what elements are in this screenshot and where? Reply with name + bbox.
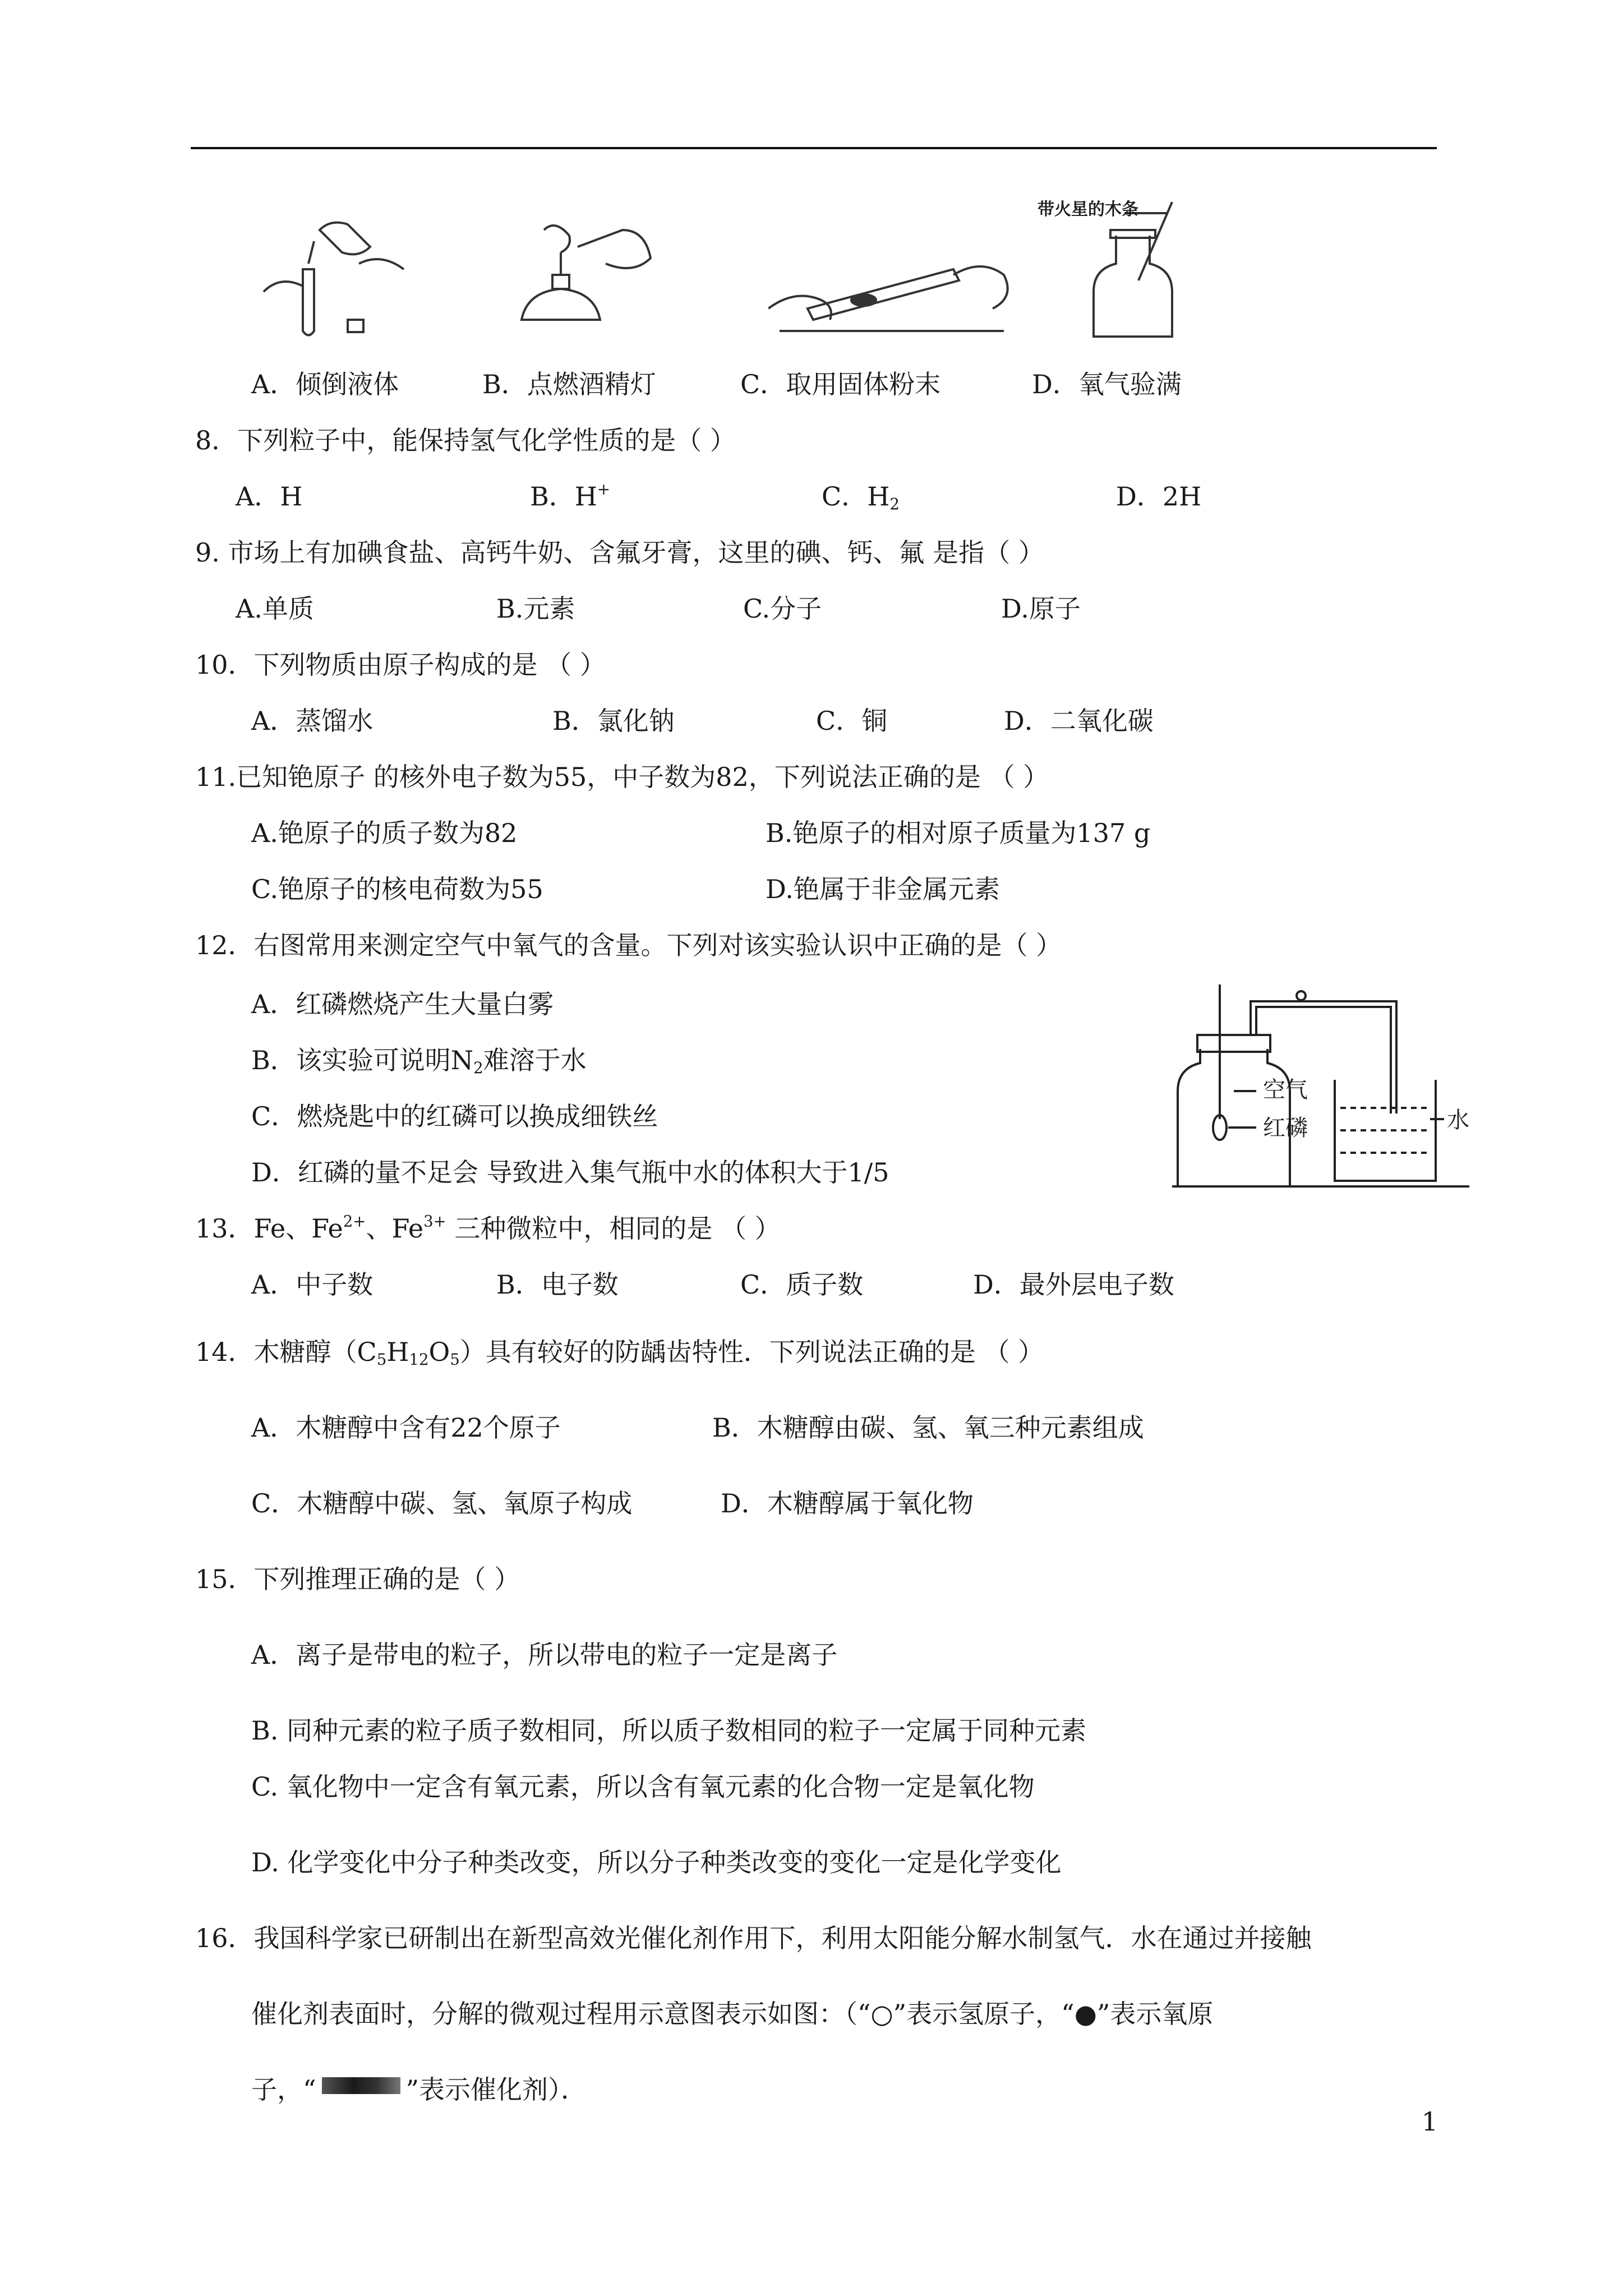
q12-stem: 12．右图常用来测定空气中氧气的含量。下列对该实验认识中正确的是（ ） xyxy=(195,930,1062,960)
q8-option-b: B．H+ xyxy=(530,480,611,512)
q11-option-b: B.铯原子的相对原子质量为137 g xyxy=(766,818,1151,848)
apparatus-label-phosphorus: 红磷 xyxy=(1263,1115,1308,1141)
q14-option-d: D．木糖醇属于氧化物 xyxy=(721,1488,974,1519)
figure-light-alcohol-lamp xyxy=(494,208,662,342)
q10-stem: 10．下列物质由原子构成的是 （ ） xyxy=(195,650,606,680)
catalyst-symbol xyxy=(322,2077,400,2094)
q12-option-d: D．红磷的量不足会 导致进入集气瓶中水的体积大于1/5 xyxy=(251,1157,889,1188)
q10-option-b: B．氯化钠 xyxy=(552,706,675,736)
q12-option-b: B．该实验可说明$N_2$难溶于水 xyxy=(251,1045,587,1077)
q8-stem: 8．下列粒子中，能保持氢气化学性质的是（ ） xyxy=(195,425,736,455)
q12-option-a: A．红磷燃烧产生大量白雾 xyxy=(251,989,554,1019)
q13-option-a: A．中子数 xyxy=(251,1269,374,1300)
q10-option-a: A．蒸馏水 xyxy=(251,706,374,736)
q9-option-c: C.分子 xyxy=(743,593,822,624)
page-number: 1 xyxy=(1421,2106,1438,2137)
q15-option-d: D. 化学变化中分子种类改变，所以分子种类改变的变化一定是化学变化 xyxy=(251,1847,1062,1878)
figure-take-solid-powder xyxy=(768,236,1015,348)
q10-option-c: C．铜 xyxy=(816,706,888,736)
q13-option-d: D．最外层电子数 xyxy=(973,1269,1174,1300)
figure-oxygen-content-apparatus xyxy=(1166,979,1481,1192)
pour-liquid-illustration xyxy=(247,208,415,342)
q9-stem: 9. 市场上有加碘食盐、高钙牛奶、含氟牙膏，这里的碘、钙、氟 是指（ ） xyxy=(195,537,1044,568)
q8-option-c: C．$H_2$ xyxy=(822,481,900,513)
q11-option-a: A.铯原子的质子数为82 xyxy=(251,818,518,848)
q16-line-3: 子，“ ”表示催化剂）． xyxy=(251,2074,587,2105)
q9-option-b: B.元素 xyxy=(496,593,575,624)
q9-option-a: A.单质 xyxy=(236,593,314,624)
q11-option-c: C.铯原子的核电荷数为55 xyxy=(251,874,543,904)
q11-stem: 11.已知铯原子 的核外电子数为55，中子数为82，下列说法正确的是 （ ） xyxy=(195,762,1049,792)
q8-option-a: A．H xyxy=(236,481,303,512)
q7-option-a: A．倾倒液体 xyxy=(251,369,399,399)
q7-option-c: C．取用固体粉末 xyxy=(740,369,941,399)
q13-stem: 13．Fe、$Fe^{2+}$、$Fe^{3+}$ 三种微粒中，相同的是 （ ） xyxy=(195,1212,781,1244)
q15-stem: 15．下列推理正确的是（ ） xyxy=(195,1564,520,1594)
apparatus-label-air: 空气 xyxy=(1263,1077,1308,1103)
q14-option-a: A．木糖醇中含有22个原子 xyxy=(251,1412,561,1443)
figure-label-glowing-splint: 带火星的木条 xyxy=(1038,200,1138,219)
q7-option-d: D．氧气验满 xyxy=(1032,369,1182,399)
q13-option-c: C．质子数 xyxy=(740,1269,864,1300)
q13-option-b: B．电子数 xyxy=(496,1269,619,1300)
q11-option-d: D.铯属于非金属元素 xyxy=(766,874,1000,904)
apparatus-illustration xyxy=(1166,979,1481,1192)
q16-line-2: 催化剂表面时，分解的微观过程用示意图表示如图：（“○”表示氢原子，“●”表示氧原 xyxy=(251,1999,1214,2029)
q7-option-b: B．点燃酒精灯 xyxy=(482,369,656,399)
q15-option-c: C. 氧化物中一定含有氧元素，所以含有氧元素的化合物一定是氧化物 xyxy=(251,1772,1035,1802)
header-rule xyxy=(191,147,1437,149)
q15-option-a: A．离子是带电的粒子，所以带电的粒子一定是离子 xyxy=(251,1640,838,1670)
q14-option-b: B．木糖醇由碳、氢、氧三种元素组成 xyxy=(712,1412,1144,1443)
alcohol-lamp-illustration xyxy=(494,208,662,342)
q10-option-d: D．二氧化碳 xyxy=(1004,706,1154,736)
q8-option-d: D．2H xyxy=(1116,481,1202,512)
q14-stem: 14．木糖醇$(C_5H_{12}O_5)$具有较好的防龋齿特性．下列说法正确的是 （ ） xyxy=(195,1337,1044,1369)
figure-oxygen-full-test xyxy=(1026,196,1206,342)
q14-option-c: C．木糖醇中碳、氢、氧原子构成 xyxy=(251,1488,633,1519)
apparatus-label-water: 水 xyxy=(1447,1107,1469,1133)
q12-option-c: C．燃烧匙中的红磷可以换成细铁丝 xyxy=(251,1101,658,1131)
figure-pour-liquid xyxy=(247,208,415,342)
q16-line-1: 16．我国科学家已研制出在新型高效光催化剂作用下，利用太阳能分解水制氢气．水在通过并接触 xyxy=(195,1923,1312,1953)
q9-option-d: D.原子 xyxy=(1001,593,1081,624)
q15-option-b: B. 同种元素的粒子质子数相同，所以质子数相同的粒子一定属于同种元素 xyxy=(251,1715,1087,1746)
solid-powder-illustration xyxy=(768,236,1015,348)
